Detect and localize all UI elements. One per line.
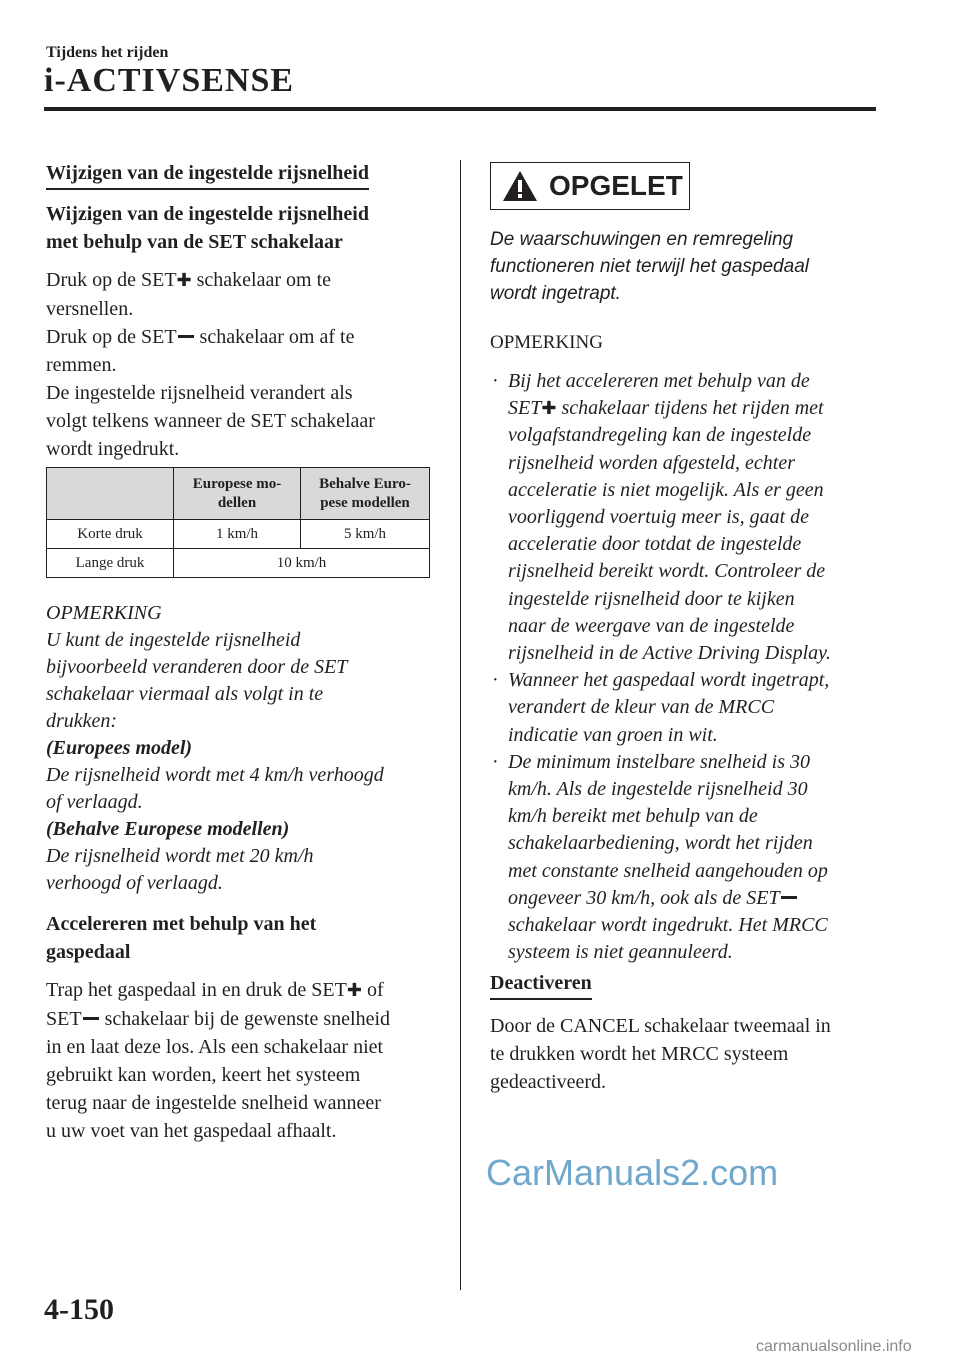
minus-icon (83, 1017, 99, 1020)
note-title: OPMERKING (490, 332, 603, 353)
accelerator-instructions: Trap het gaspedaal in en druk de SET✚ of SET schakelaar bij de gewenste snelheid in en laat deze los. Als een schakelaar niet gebruikt kan worden, keert het systeem terug naar de ingestelde snelheid wanneer u uw voet van het gaspedaal afhaalt. (46, 979, 391, 1142)
caution-text: De waarschuwingen en remregeling functioneren niet terwijl het gaspedaal wordt ingetrapt. (490, 229, 809, 304)
table-header-non-eu: Behalve Euro- pese modellen (301, 468, 430, 520)
subheading-accelerator: Accelereren met behulp van het gaspedaal (46, 913, 317, 963)
table-header-eu: Europese mo- dellen (174, 468, 301, 520)
note-bullets (490, 368, 890, 966)
list-item: · Bij het accelereren met behulp van de SET✚ schakelaar tijdens het rijden met volgafstandregeling kan de ingestelde rijsnelheid worden afgesteld, echter acceleratie is niet mogelijk. Als er geen voorliggend voertuig meer is, gaat de acceleratie door totdat de ingestelde rijsnelheid bereikt wordt. Controleer de ingestelde rijsnelheid door te kijken naar de weergave van de ingestelde rijsnelheid in de Active Driving Display. (492, 370, 831, 665)
speed-change-table (46, 467, 430, 578)
note-title: OPMERKING (46, 602, 162, 624)
minus-icon (781, 896, 797, 899)
page-number: 4-150 (44, 1293, 114, 1326)
caution-label: OPGELET (549, 170, 683, 201)
section-title: Tijdens het rijden (46, 44, 169, 61)
minus-icon (178, 335, 194, 338)
plus-icon: ✚ (176, 270, 192, 291)
header-rule (44, 107, 876, 111)
warning-icon (501, 169, 539, 203)
table-row: Korte druk 1 km/h 5 km/h (47, 520, 430, 549)
note-left: OPMERKING U kunt de ingestelde rijsnelheid bijvoorbeeld veranderen door de SET schakelaar viermaal als volgt in te drukken: (Europees model) De rijsnelheid wordt met 4 km/h verhoogd of verlaagd. (Behalve Europese modellen) De rijsnelheid wordt met 20 km/h verhoogd of verlaagd. (46, 600, 446, 897)
plus-icon: ✚ (541, 398, 557, 420)
table-row: Lange druk 10 km/h (47, 549, 430, 578)
chapter-title: i-ACTIVSENSE (44, 62, 295, 99)
plus-icon: ✚ (346, 980, 362, 1001)
heading-change-speed: Wijzigen van de ingestelde rijsnelheid (46, 162, 369, 190)
deactivate-text: Door de CANCEL schakelaar tweemaal in te drukken wordt het MRCC systeem gedeactiveerd. (490, 1015, 831, 1093)
heading-deactivate: Deactiveren (490, 972, 592, 1000)
list-item: · Wanneer het gaspedaal wordt ingetrapt, verandert de kleur van de MRCC indicatie van groen in wit. (492, 669, 830, 746)
footer-watermark: carmanualsonline.info (756, 1338, 912, 1355)
set-instructions: Druk op de SET✚ schakelaar om te versnellen. Druk op de SET schakelaar om af te remmen. De ingestelde rijsnelheid verandert als volgt telkens wanneer de SET schakelaar wordt ingedrukt. (46, 269, 375, 460)
list-item: · De minimum instelbare snelheid is 30 km/h. Als de ingestelde rijsnelheid 30 km/h bereikt met behulp van de schakelaarbediening, wordt het rijden met constante snelheid aangehouden op ongeveer 30 km/h, ook als de SET schakelaar wordt ingedrukt. Het MRCC systeem is niet geannuleerd. (492, 750, 828, 964)
subheading-set-switch: Wijzigen van de ingestelde rijsnelheid met behulp van de SET schakelaar (46, 203, 369, 253)
column-divider (460, 160, 461, 1290)
watermark: CarManuals2.com (486, 1152, 779, 1193)
caution-box (490, 162, 690, 210)
